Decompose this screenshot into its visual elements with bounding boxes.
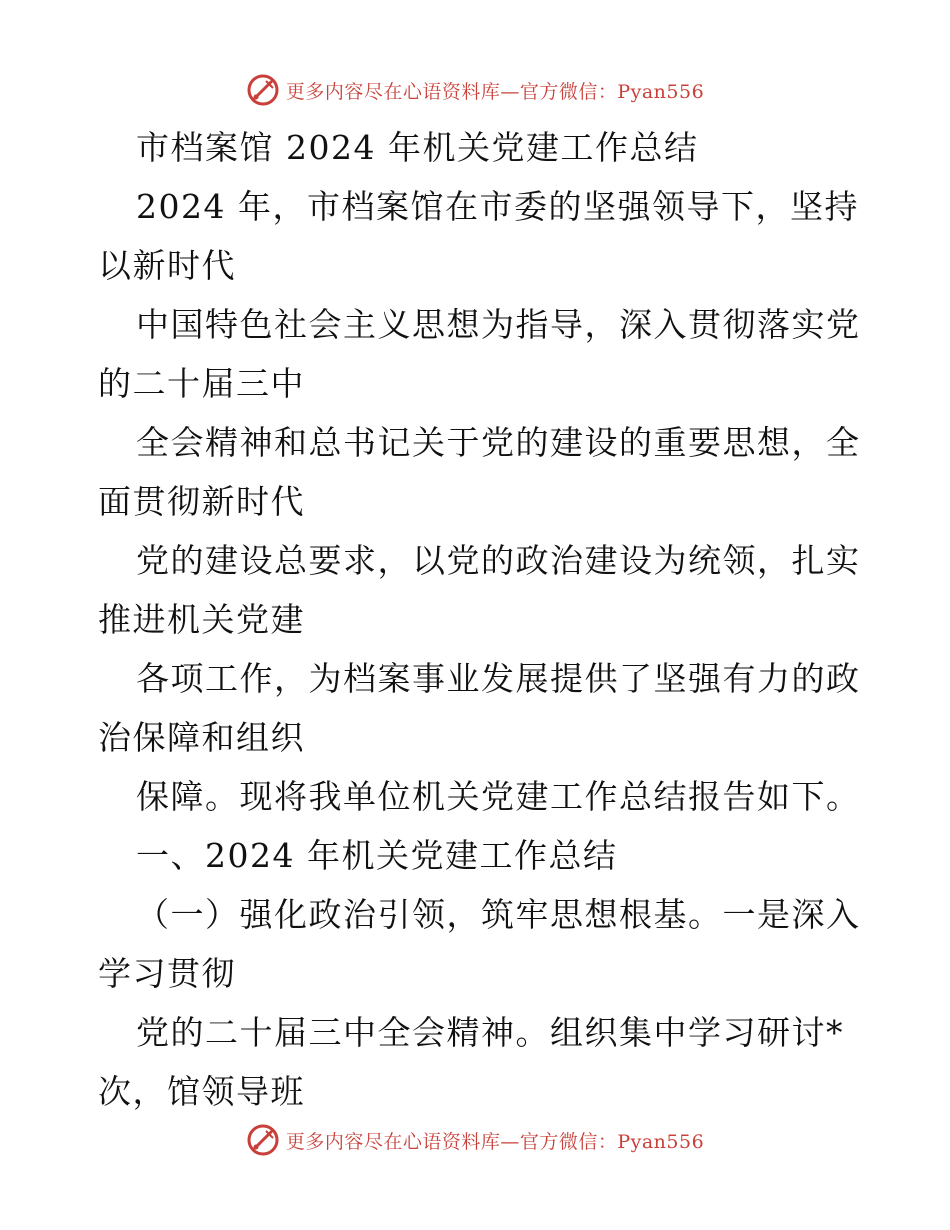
doc-title: 市档案馆 2024 年机关党建工作总结 [136, 128, 699, 167]
paragraph-line: 各项工作，为档案事业发展提供了坚强有力的政 [136, 659, 861, 698]
section-heading: 一、2024 年机关党建工作总结 [136, 836, 618, 875]
paragraph-line: 治保障和组织 [98, 718, 305, 757]
pen-seal-icon [246, 73, 280, 107]
paragraph-line: 推进机关党建 [98, 600, 305, 639]
paragraph-line: 次，馆领导班 [98, 1072, 305, 1111]
paragraph-line: 党的二十届三中全会精神。组织集中学习研讨* [136, 1013, 844, 1052]
subsection-heading: （一）强化政治引领，筑牢思想根基。一是深入 [136, 895, 861, 934]
paragraph-line: 中国特色社会主义思想为指导，深入贯彻落实党 [136, 305, 861, 344]
paragraph-line: 学习贯彻 [98, 954, 236, 993]
watermark-text: 更多内容尽在心语资料库—官方微信：Pyan556 [285, 80, 705, 103]
paragraph-line: 2024 年，市档案馆在市委的坚强领导下，坚持 [136, 187, 859, 226]
paragraph-line: 的二十届三中 [98, 364, 305, 403]
watermark-text: 更多内容尽在心语资料库—官方微信：Pyan556 [285, 1130, 705, 1153]
pen-seal-icon [246, 1123, 280, 1157]
paragraph-line: 党的建设总要求，以党的政治建设为统领，扎实 [136, 541, 861, 580]
paragraph-line: 面贯彻新时代 [98, 482, 305, 521]
paragraph-line: 保障。现将我单位机关党建工作总结报告如下。 [136, 777, 861, 816]
watermark-header [0, 70, 950, 110]
paragraph-line: 以新时代 [98, 246, 236, 285]
watermark-footer [0, 1120, 950, 1160]
paragraph-line: 全会精神和总书记关于党的建设的重要思想，全 [136, 423, 861, 462]
